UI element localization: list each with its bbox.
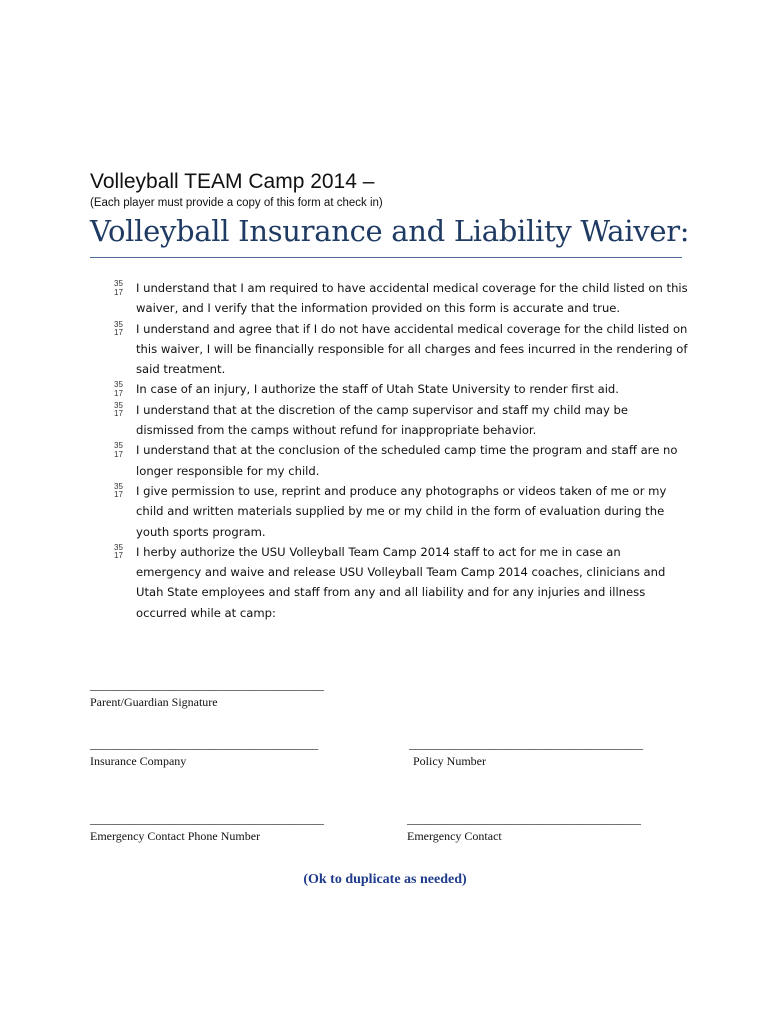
- clause-item: [108, 481, 688, 542]
- bullet-marker-icon: 35 17: [114, 380, 123, 398]
- clause-item: [108, 542, 688, 623]
- clause-text: I understand that at the conclusion of the scheduled camp time the program and staff are no longer responsible for my child.: [136, 443, 678, 478]
- camp-title: Volleyball TEAM Camp 2014 –: [90, 170, 375, 193]
- policy-number-label: Policy Number: [413, 754, 486, 768]
- clause-item: [108, 379, 688, 399]
- insurance-company-line[interactable]: ________________________________________: [90, 737, 319, 751]
- bullet-marker-icon: 35 17: [114, 481, 123, 500]
- clause-item: [108, 400, 688, 441]
- clause-text: In case of an injury, I authorize the staff of Utah State University to render first aid.: [136, 382, 619, 397]
- emergency-contact-label: Emergency Contact: [407, 829, 502, 843]
- emergency-phone-line[interactable]: _________________________________________: [90, 812, 324, 826]
- clause-text: I understand that I am required to have accidental medical coverage for the child listed on this waiver, and I verify that the information provided on this form is accurate and true.: [136, 281, 688, 316]
- clause-item: [108, 319, 688, 380]
- parent-signature-block[interactable]: [90, 678, 324, 710]
- bullet-marker-icon: 35 17: [114, 441, 123, 459]
- emergency-contact-line[interactable]: _________________________________________: [407, 812, 641, 826]
- clause-text: I give permission to use, reprint and produce any photographs or videos taken of me or my child and written materials supplied by me or my child in the form of evaluation during the youth sports program.: [136, 483, 667, 539]
- waiver-clauses: [108, 278, 688, 623]
- heading-divider: [90, 257, 682, 258]
- insurance-company-block[interactable]: [90, 737, 318, 769]
- clause-item: [108, 440, 688, 481]
- clause-text: I understand and agree that if I do not have accidental medical coverage for the child listed on this waiver, I will be financially responsible for all charges and fees incurred in the rendering of said treatment.: [136, 321, 688, 377]
- clause-item: [108, 278, 688, 319]
- policy-number-block[interactable]: [409, 737, 643, 769]
- waiver-heading: Volleyball Insurance and Liability Waiver:: [90, 214, 690, 248]
- duplicate-note: (Ok to duplicate as needed): [303, 872, 467, 887]
- parent-signature-line[interactable]: _________________________________________: [90, 678, 324, 692]
- bullet-marker-icon: 35 17: [114, 542, 123, 561]
- emergency-phone-block[interactable]: [90, 812, 324, 844]
- emergency-contact-block[interactable]: [407, 812, 641, 844]
- clause-text: I understand that at the discretion of the camp supervisor and staff my child may be dismissed from the camps without refund for inappropriate behavior.: [136, 402, 629, 438]
- camp-subtitle: (Each player must provide a copy of this form at check in): [90, 197, 383, 209]
- clause-text: I herby authorize the USU Volleyball Team Camp 2014 staff to act for me in case an emergency and waive and release USU Volleyball Team Camp 2014 coaches, clinicians and Utah State employees and staff from any and all liability and for any injuries and illness occurred while at camp:: [136, 544, 666, 620]
- bullet-marker-icon: 35 17: [114, 400, 123, 419]
- policy-number-line[interactable]: _________________________________________: [409, 737, 643, 751]
- bullet-marker-icon: 35 17: [114, 319, 123, 338]
- emergency-phone-label: Emergency Contact Phone Number: [90, 829, 261, 843]
- parent-signature-label: Parent/Guardian Signature: [90, 695, 218, 709]
- bullet-marker-icon: 35 17: [114, 279, 123, 297]
- insurance-company-label: Insurance Company: [90, 754, 187, 768]
